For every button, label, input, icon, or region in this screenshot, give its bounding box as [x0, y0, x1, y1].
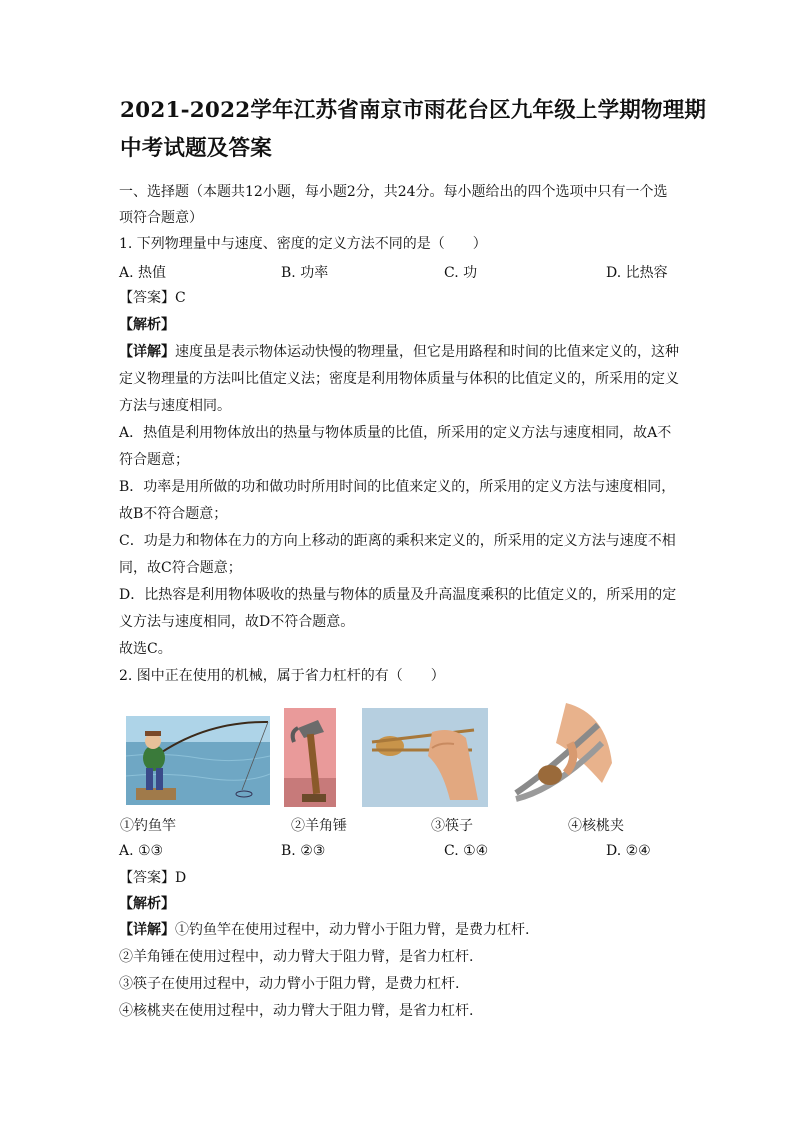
q2-option-c: C. ①④	[444, 843, 489, 859]
q1-option-c: C. 功	[444, 265, 478, 281]
q1-detail-line-8: C．功是力和物体在力的方向上移动的距离的乘积来定义的，所采用的定义方法与速度不相	[119, 533, 676, 549]
section-heading-line-1: 一、选择题（本题共12小题，每小题2分，共24分。每小题给出的四个选项中只有一个选	[119, 184, 668, 200]
q1-detail-line-3: 方法与速度相同。	[119, 398, 231, 414]
q1-analysis-label: 【解析】	[119, 317, 175, 333]
section-heading-line-2: 项符合题意）	[119, 210, 203, 226]
q1-detail-line-7: 故B不符合题意；	[119, 506, 228, 522]
claw-hammer-image	[284, 708, 336, 807]
q2-detail-line-1: 【详解】①钓鱼竿在使用过程中，动力臂小于阻力臂，是费力杠杆.	[119, 922, 530, 938]
q2-answer: 【答案】D	[119, 870, 187, 886]
q1-options	[119, 262, 679, 280]
q2-stem: 2. 图中正在使用的机械，属于省力杠杆的有（ ）	[119, 668, 445, 684]
q2-option-d: D. ②④	[606, 843, 651, 859]
q1-detail-line-5: 符合题意；	[119, 452, 189, 468]
q1-detail-line-9: 同，故C符合题意；	[119, 560, 242, 576]
q2-analysis-label: 【解析】	[119, 896, 175, 912]
q1-detail-line-6: B．功率是用所做的功和做功时所用时间的比值来定义的，所采用的定义方法与速度相同，	[119, 479, 676, 495]
fishing-rod-illustration	[126, 716, 270, 805]
q1-detail-line-11: 义方法与速度相同，故D不符合题意。	[119, 614, 355, 630]
q1-detail-line-4: A．热值是利用物体放出的热量与物体质量的比值，所采用的定义方法与速度相同，故A不	[119, 425, 672, 441]
q1-stem: 1. 下列物理量中与速度、密度的定义方法不同的是（ ）	[119, 236, 487, 252]
fishing-rod-image	[126, 716, 270, 805]
chopsticks-image	[362, 708, 488, 807]
q1-detail-line-10: D．比热容是利用物体吸收的热量与物体的质量及升高温度乘积的比值定义的，所采用的定	[119, 587, 677, 603]
q1-option-b: B. 功率	[281, 265, 329, 281]
q1-detail-tag: 【详解】	[119, 344, 175, 360]
title-line-2: 中考试题及答案	[120, 136, 272, 161]
q1-answer: 【答案】C	[119, 290, 186, 306]
q2-option-a: A. ①③	[119, 843, 164, 859]
q2-options	[119, 843, 679, 861]
q1-detail-line-2: 定义物理量的方法叫比值定义法；密度是利用物体质量与体积的比值定义的，所采用的定义	[119, 371, 679, 387]
q1-option-a: A. 热值	[119, 265, 167, 281]
q1-detail-line-1: 【详解】速度虽是表示物体运动快慢的物理量，但它是用路程和时间的比值来定义的，这种	[119, 344, 679, 360]
title-line-1: 2021-2022学年江苏省南京市雨花台区九年级上学期物理期	[120, 98, 707, 123]
q2-detail-tag: 【详解】	[119, 922, 175, 938]
q2-option-b: B. ②③	[281, 843, 326, 859]
caption-claw-hammer: ②羊角锤	[291, 818, 347, 834]
q2-detail-line-2: ②羊角锤在使用过程中，动力臂大于阻力臂，是省力杠杆.	[119, 949, 474, 965]
nutcracker-image	[506, 703, 614, 811]
nutcracker-illustration	[506, 703, 614, 811]
q1-conclusion: 故选C。	[119, 641, 172, 657]
claw-hammer-illustration	[284, 708, 336, 807]
caption-fishing-rod: ①钓鱼竿	[120, 818, 176, 834]
document-title	[120, 92, 707, 168]
q1-option-d: D. 比热容	[606, 265, 668, 281]
chopsticks-illustration	[362, 708, 488, 807]
q2-detail-line-4: ④核桃夹在使用过程中，动力臂大于阻力臂，是省力杠杆.	[119, 1003, 474, 1019]
q2-detail-line-3: ③筷子在使用过程中，动力臂小于阻力臂，是费力杠杆.	[119, 976, 460, 992]
caption-chopsticks: ③筷子	[431, 818, 473, 834]
caption-nutcracker: ④核桃夹	[568, 818, 624, 834]
